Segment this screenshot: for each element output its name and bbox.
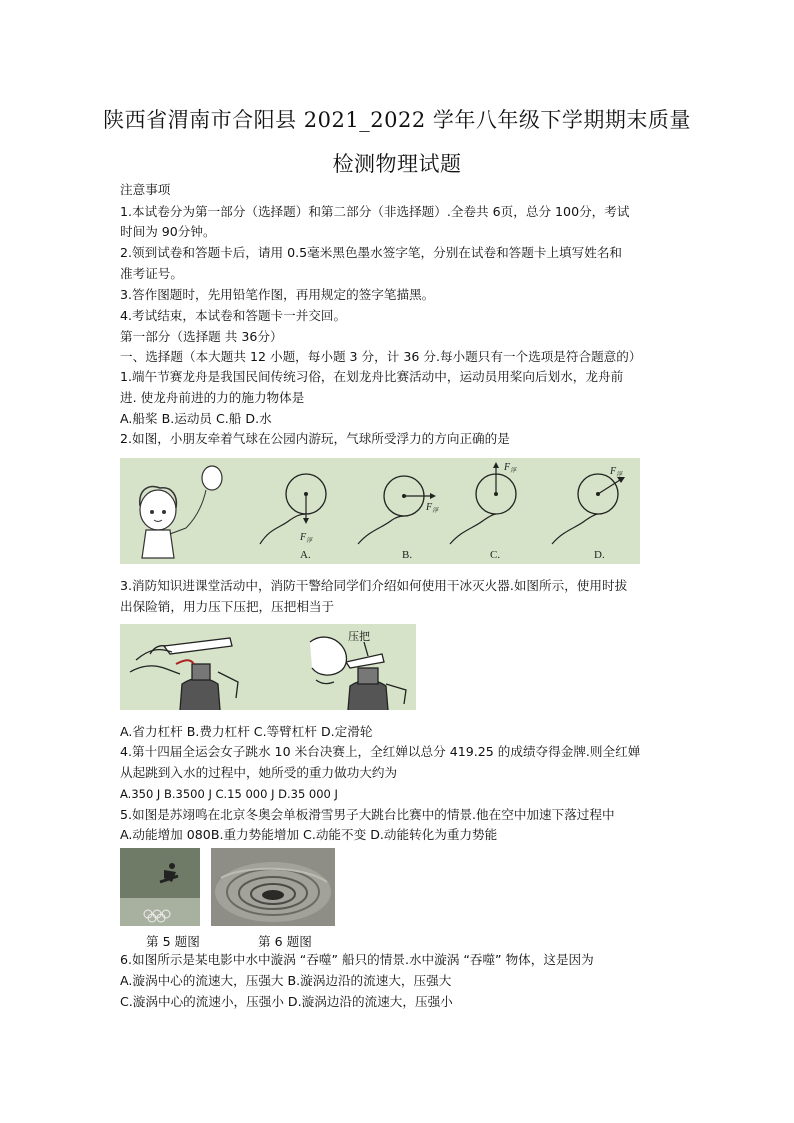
notice-item-1: 1.本试卷分为第一部分（选择题）和第二部分（非选择题）.全卷共 6页，总分 100分，考试	[120, 204, 630, 219]
girl-with-balloon-illustration	[140, 466, 222, 558]
notice-item-2-cont: 准考证号。	[120, 266, 183, 281]
option-d-diagram	[552, 474, 625, 544]
question-6: 6.如图所示是某电影中水中漩涡 “吞噬” 船只的情景.水中漩涡 “吞噬” 物体，这是因为	[120, 952, 594, 967]
question-5-options: A.动能增加 080B.重力势能增加 C.动能不变 D.动能转化为重力势能	[120, 827, 498, 842]
exam-title-line2: 检测物理试题	[332, 152, 462, 176]
notice-item-3: 3.答作图题时，先用铅笔作图，再用规定的签字笔描黑。	[120, 287, 435, 302]
extinguisher-right-illustration	[310, 637, 406, 710]
notice-item-4: 4.考试结束，本试卷和答题卡一并交回。	[120, 308, 347, 323]
question-4-options: A.350 J B.3500 J C.15 000 J D.35 000 J	[120, 787, 338, 801]
option-b-diagram	[358, 476, 436, 544]
option-a-diagram	[260, 474, 326, 544]
question-3-options: A.省力杠杆 B.费力杠杆 C.等臂杠杆 D.定滑轮	[120, 724, 373, 739]
notice-item-2: 2.领到试卷和答题卡后，请用 0.5毫米黑色墨水签字笔，分别在试卷和答题卡上填写姓名和	[120, 245, 623, 260]
caption-question-6: 第 6 题图	[258, 934, 312, 949]
question-5: 5.如图是苏翊鸣在北京冬奥会单板滑雪男子大跳台比赛中的情景.他在空中加速下落过程中	[120, 807, 615, 822]
question-1-cont: 进. 使龙舟前进的力的施力物体是	[120, 390, 305, 405]
section-one-heading: 一、选择题（本大题共 12 小题，每小题 3 分，计 36 分.每小题只有一个选项是符合题意的）	[120, 349, 642, 364]
option-label-b: B.	[402, 549, 413, 561]
question-3-cont: 出保险销，用力压下压把，压把相当于	[120, 599, 335, 614]
extinguisher-left-illustration	[130, 638, 238, 710]
part-one-heading: 第一部分（选择题 共 36分）	[120, 329, 283, 344]
question-1: 1.端午节赛龙舟是我国民间传统习俗，在划龙舟比赛活动中，运动员用桨向后划水，龙舟前	[120, 369, 624, 384]
question-2: 2.如图，小朋友牵着气球在公园内游玩，气球所受浮力的方向正确的是	[120, 431, 510, 446]
press-handle-label: 压把	[348, 630, 370, 643]
option-label-c: C.	[490, 549, 501, 561]
notice-item-1-cont: 时间为 90分钟。	[120, 224, 216, 239]
option-c-diagram	[450, 462, 516, 544]
question-6-options-cd: C.漩涡中心的流速小，压强小 D.漩涡边沿的流速大，压强小	[120, 994, 453, 1009]
force-label-a: $F_浮$	[300, 532, 313, 544]
force-label-b: $F_浮$	[426, 502, 439, 514]
caption-question-5: 第 5 题图	[146, 934, 200, 949]
question-3-figure	[120, 624, 416, 710]
question-3: 3.消防知识进课堂活动中，消防干警给同学们介绍如何使用干冰灭火器.如图所示，使用时拔	[120, 578, 628, 593]
question-2-figure	[120, 458, 640, 564]
option-label-a: A.	[300, 549, 311, 561]
exam-title-line1: 陕西省渭南市合阳县 2021_2022 学年八年级下学期期末质量	[103, 108, 691, 132]
question-1-options: A.船桨 B.运动员 C.船 D.水	[120, 411, 272, 426]
question-5-photo	[120, 848, 200, 926]
question-6-options-ab: A.漩涡中心的流速大，压强大 B.漩涡边沿的流速大，压强大	[120, 973, 452, 988]
question-4: 4.第十四届全运会女子跳水 10 米台决赛上，全红婵以总分 419.25 的成绩夺得金牌.则全红婵	[120, 744, 641, 759]
force-label-c: $F_浮$	[504, 462, 517, 474]
force-label-d: $F_浮$	[610, 466, 623, 478]
question-4-cont: 从起跳到入水的过程中，她所受的重力做功大约为	[120, 765, 398, 780]
question-6-photo	[211, 848, 335, 926]
whirlpool-illustration	[211, 848, 335, 926]
option-label-d: D.	[594, 549, 605, 561]
notice-heading: 注意事项	[120, 182, 171, 197]
